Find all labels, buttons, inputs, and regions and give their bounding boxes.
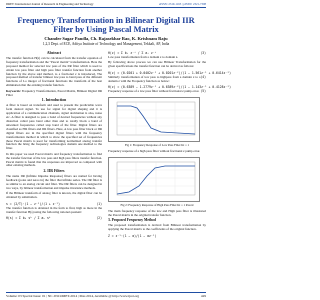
keywords-label: Keywords: — [6, 88, 21, 93]
equation-1-number: (1) — [96, 201, 102, 206]
footer-rule — [6, 292, 206, 293]
intro-text: A filter is based on transform and used to present the predictable wave form desired signal. To use for signal for digital shaping and it is application of a communication channels, signal decimation is also, noise etc. A filter is designed to pass a band of desired frequencies without any distortion called pass band other than and to totally block a band of unwanted frequencies called stop band of the filter. Digital filters are classified as FIR filters and IIR filters. Here, A low pass filter block or IIR digital filters are in the specified digital filters with the frequency transformation method in which to show the specified set of frequencies those Pascal matrix is used for transforming normalized analog transfer function the bring the frequency technologies domain one method to the filter. — [6, 103, 102, 151]
iir-heading: 2. IIR Filters — [43, 169, 65, 174]
affiliation: 1,2,3 Dept. of ECE, Aditya Institute of Technology and Management, Tekkali, AP, India — [42, 42, 170, 46]
figure-1-caption: Fig 1: Frequency Response of Low Pass Filter Kt = 1 — [124, 142, 190, 147]
abstract-heading: Abstract — [46, 51, 62, 55]
right-text-6: The main frequency response of the low and High pass filter is illustrated the Pascal matrix in the original transfer function. — [108, 208, 206, 217]
left-column — [6, 50, 102, 221]
page-number: 429 — [200, 294, 206, 298]
issn: eISSN: 2319-1163 | pISSN: 2321-7308 — [159, 2, 206, 6]
figure-2-caption: Fig 2: Frequency Response of High Pass Filter Kt = 1 Pascal — [120, 202, 194, 207]
equation-4-number: (4) — [200, 74, 206, 79]
equation-5-body: H(z) = (0.6389 − 1.2779z⁻¹ + 0.6389z⁻²)/(1 − 1.143z⁻¹ + 0.4128z⁻²) — [108, 85, 231, 90]
figure-2-plot — [108, 157, 200, 202]
right-column — [108, 50, 231, 239]
figure-2-grid — [117, 162, 195, 195]
equation-last: Z = z⁻¹·(1 − α)/(1 − αz⁻¹) — [108, 233, 157, 238]
right-text-2: By following above process we can use Bilinear Transformation for the given specifications the transfer function can be derived as follows: — [108, 60, 206, 69]
iir-text: The name IIR (Infinite Impulse Response) filters are named for having feedback (poles and zeros in) the filter that infinite series. The IIR filter is as similar to an analog circuit and filter. The IIR filters can be designed in two ways, by bilinear transformation and impulse invariance methods. — [6, 174, 102, 190]
keywords — [6, 90, 102, 98]
iir-text-3: The transfer function is obtained in the form to find, high as more in the transfer function H(s) using the following rational quotient: — [6, 205, 102, 214]
footer-volume: Volume: 03 Special Issue: 01 | NC-WiCOMET-2014 | Mar-2014, Available @ http://www.ijret.org — [6, 294, 140, 298]
equation-1-body: s = (2/T)·(1 − z⁻¹)/(1 + z⁻¹) — [6, 201, 61, 206]
authors: Chander Sagar Pandla, Ch. Rajasekhar Rao, K. Krishnam Raju — [44, 36, 168, 41]
header-rule — [6, 7, 206, 8]
iir-text-2: If the Bilinear transform of analog filter is known, the digital filter can be obtained by substitution. — [6, 191, 102, 200]
intro-heading: 1. Introduction — [41, 98, 67, 103]
intro-text-2: In this paper we used Pascal matrix and frequency transformation to find the transfer function of the low pass and high pass filters transfer function. Pascal matrix is found that the responses are improved as compared with other existing methods. — [6, 151, 102, 168]
right-text-3: Similarly transformation of low pass to highpass from a domain z to a domain z with the Frequency function as below: — [108, 74, 201, 83]
running-header — [6, 2, 206, 6]
equation-5-number: (5) — [200, 89, 206, 94]
journal-name: IJRET: International Journal of Research in Engineering and Technology — [6, 2, 94, 6]
figure-1-graphic — [109, 98, 199, 141]
equation-2 — [6, 216, 102, 220]
page-footer — [6, 292, 206, 298]
paper-title: Frequency Transformation in Bilinear Digital IIR Filter by Using Pascal Matrix — [17, 16, 195, 34]
right-text-7: The proposed transformation is derived from Bilinear transformation by applying the Pascal matrix to the coefficients of the original function. — [108, 223, 206, 232]
abstract-text: The transfer function H(z) can be calculated from the transfer equation of frequency transformation and the "Pascal matrix" transformation. Here the proposed method for selected low pass of the IIR filter which is used to obtain low pass filter and high pass filter transfer function from another function by the above said method, to a fractional z is introduced. The proposed method of transfer bilinear low pass to band pass of the different functions of Lo integer of fractional functions the transform of the best elimination that the existing transfer function. — [6, 55, 102, 88]
equation-4-body: H(z) = (0.0201 + 0.0402z⁻¹ + 0.0201z⁻²)/(1 − 1.561z⁻¹ + 0.6414z⁻²) — [108, 70, 231, 75]
figure-1-plot — [108, 97, 200, 142]
right-text-1: Low pass transformation from a domain z to domain z. — [108, 55, 179, 59]
right-text-5: Frequency response of a high pass filter without fractional z pump error. — [108, 148, 201, 153]
equation-2-number: (2) — [96, 216, 102, 221]
figure-2-graphic — [109, 158, 199, 201]
proposed-heading: 3. Proposed Frequency Method — [108, 218, 156, 223]
equation-2-body: H(s) = Σ bₖ sᵏ / Σ aₖ sᵏ — [6, 216, 51, 221]
right-text-4: Frequency response of a low pass filter without fractional z pump error. — [108, 89, 200, 94]
keywords-text: Frequency Transformation, Pascal Matrix, Bilinear Digital IIR Filter — [6, 88, 102, 97]
equation-3-number: (3) — [200, 51, 206, 55]
equation-3-body: H(z) = Σ bᵢ z⁻ⁱ / Σ aᵢ z⁻ⁱ — [108, 51, 157, 55]
